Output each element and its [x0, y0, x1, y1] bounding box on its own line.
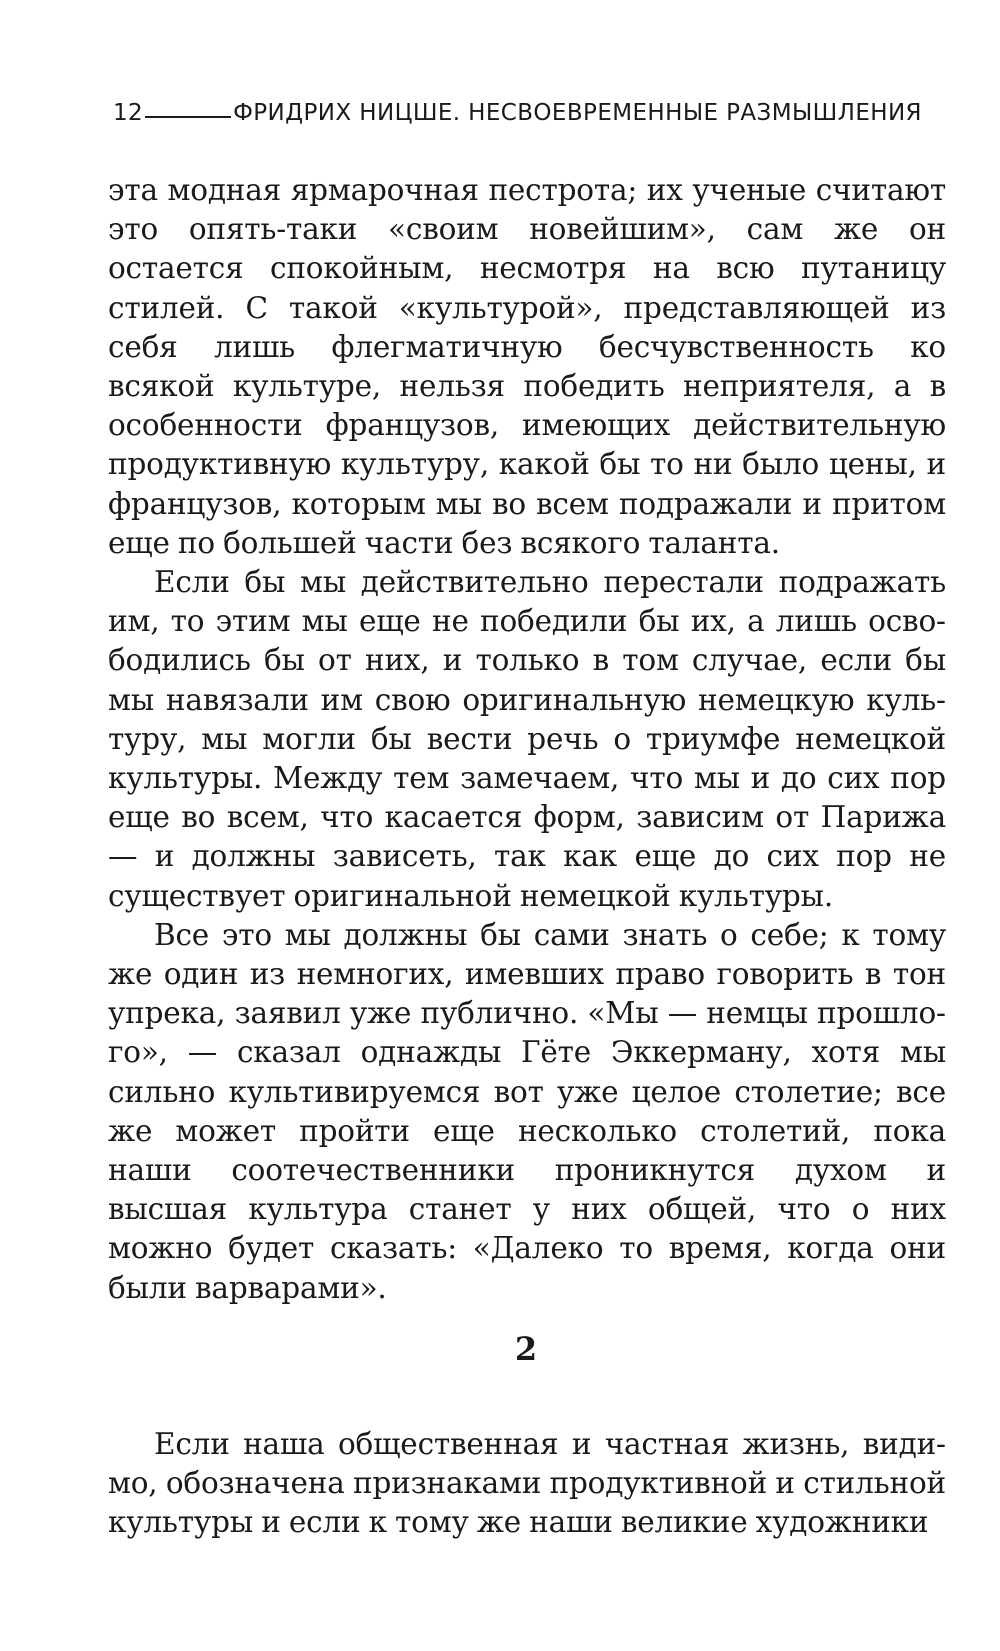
paragraph: Если наша общественная и частная жизнь, видимо, обозначена признаками продуктивной и стильной культуры и если к тому же наши великие художники: [108, 1427, 946, 1540]
running-head: [113, 100, 943, 126]
section-number: 2: [514, 1330, 538, 1368]
paragraph-continued: эта модная ярмарочная пестрота; их ученые считают это опять-таки «своим новейшим», сам же он остается спокойным, несмотря на всю путаницу стилей. С такой «культурой», представляющей из себя лишь флегматичную бесчувственность ко всякой культуре, нельзя победить неприятеля, а в особенности французов, имеющих действительную продуктивную культуру, какой бы то ни было цены, и французов, которым мы во всем подражали и притом еще по большей части без всякого таланта.: [108, 173, 946, 560]
main-text: [108, 171, 946, 1308]
page-number: 12: [113, 100, 144, 126]
paragraph: Если бы мы действительно перестали подражать им, то этим мы еще не победили бы их, а лишь освободились бы от них, и только в том случае, если бы мы навязали им свою оригинальную немецкую культуру, мы могли бы вести речь о триумфе немецкой культуры. Между тем замечаем, что мы и до сих пор еще во всем, что касается форм, зависим от Парижа — и должны зависеть, так как еще до сих пор не существует оригинальной немецкой культуры.: [108, 565, 946, 913]
paragraph: Все это мы должны бы сами знать о себе; к тому же один из немногих, имевших право говорить в тон упрека, заявил уже публично. «Мы — немцы прошлого», — сказал однажды Гёте Эккерману, хотя мы сильно культивируемся вот уже целое столетие; все же может пройти еще несколько столетий, пока наши соотечественники проникнутся духом и высшая культура станет у них общей, что о них можно будет сказать: «Далеко то время, когда они были варварами».: [108, 917, 946, 1305]
section-text: [108, 1425, 946, 1543]
running-title: ФРИДРИХ НИЦШЕ. НЕСВОЕВРЕМЕННЫЕ РАЗМЫШЛЕНИЯ: [233, 100, 922, 126]
header-rule: [145, 116, 231, 118]
